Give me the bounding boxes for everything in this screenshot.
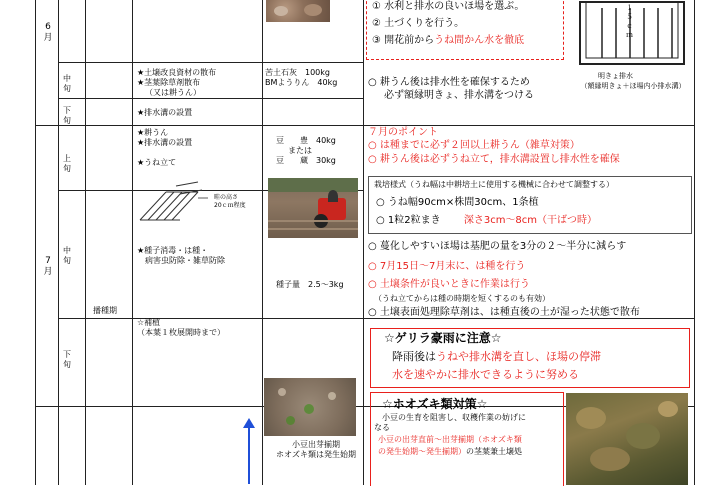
bed-diagram-label bbox=[214, 194, 246, 210]
work-item: ★茎葉除草剤散布 bbox=[137, 78, 201, 87]
month-june: 6 月 bbox=[43, 22, 53, 43]
drain-label-title: 明きょ排水 bbox=[598, 72, 633, 80]
period-june-late: 下 旬 bbox=[63, 106, 75, 125]
july-crops bbox=[276, 136, 336, 166]
note-item: （うね立てからは種の時期を短くするのも有効） bbox=[374, 294, 550, 303]
caption-line: 小豆出芽揃期 bbox=[292, 440, 340, 449]
july-replant bbox=[137, 318, 225, 338]
weed-red-line bbox=[378, 446, 522, 458]
point-item: ○ 耕うん後は必ずうね立て，排水溝設置し排水性を確保 bbox=[368, 154, 620, 165]
note-line: ○ 耕うん後は排水性を確保するため bbox=[368, 77, 530, 88]
work-item: ★種子消毒・は種・ bbox=[137, 246, 209, 255]
june-tips bbox=[372, 0, 524, 47]
bed-label-line: 20ｃｍ程度 bbox=[214, 202, 246, 209]
crop-item: 豆 蔵 30kg bbox=[276, 156, 336, 165]
stage-label: 播種期 bbox=[93, 306, 117, 315]
drain-label-body: （額縁明きょ＋ほ場内小排水溝） bbox=[580, 82, 686, 90]
guerrilla-prefix: 降雨後は bbox=[392, 350, 436, 363]
month-july: 7 月 bbox=[43, 256, 53, 277]
june-drain-work: ★排水溝の設置 bbox=[137, 108, 193, 117]
tip-red: うね間かん水を徹底 bbox=[434, 35, 525, 46]
arrow-up-icon bbox=[243, 418, 255, 485]
grid-col-line bbox=[58, 0, 59, 485]
period-july-mid: 中 旬 bbox=[63, 246, 75, 265]
material-item: BMようりん 40kg bbox=[265, 78, 338, 87]
planting-line bbox=[376, 214, 597, 227]
weed-title: ☆ホオズキ類対策☆ bbox=[382, 397, 488, 411]
july-works bbox=[137, 128, 192, 168]
planting-text: ○ 1粒2粒まき bbox=[376, 215, 441, 226]
june-materials bbox=[265, 68, 337, 88]
plant-photo bbox=[566, 393, 688, 485]
period-july-early: 上 旬 bbox=[63, 154, 75, 173]
guerrilla-title: ☆ゲリラ豪雨に注意☆ bbox=[384, 331, 502, 345]
note-item: ○ 蔓化しやすいほ場は基肥の量を3分の２～半分に減らす bbox=[368, 241, 627, 252]
guerrilla-red: うねや排水溝を直し、ほ場の停滞 bbox=[436, 350, 601, 363]
weed-line: 小豆の生育を阻害し、収穫作業の妨げに bbox=[382, 413, 526, 422]
june-tillage-note bbox=[368, 76, 534, 102]
point-item: ○ は種までに必ず２回以上耕うん（雑草対策） bbox=[368, 140, 580, 151]
grid-col-line bbox=[85, 0, 86, 485]
work-item: ★耕うん bbox=[137, 128, 169, 137]
july-notes bbox=[368, 240, 640, 320]
work-item: ★うね立て bbox=[137, 158, 177, 167]
grid-col-line bbox=[262, 0, 263, 485]
note-item: ○ 7月15日～7月末に、は種を行う bbox=[368, 261, 526, 272]
period-july-late: 下 旬 bbox=[63, 350, 75, 369]
crop-item: または bbox=[288, 146, 312, 155]
note-line: 必ず額縁明きょ、排水溝をつける bbox=[384, 90, 534, 101]
bed-label-line: 畦の高さ bbox=[214, 194, 239, 201]
july-seed-work bbox=[137, 246, 225, 266]
sprout-caption bbox=[268, 440, 364, 460]
crop-item: 豆 豊 40kg bbox=[276, 136, 336, 145]
tip-item: ① 水利と排水の良いほ場を選ぶ。 bbox=[372, 1, 525, 12]
tractor-photo bbox=[268, 178, 358, 238]
tip-item: ② 土づくりを行う。 bbox=[372, 18, 465, 29]
weed-red-line: 小豆の出芽直前～出芽揃期（ホオズキ類 bbox=[378, 435, 522, 444]
grid-col-line bbox=[363, 0, 364, 485]
work-item: ★土壌改良資材の散布 bbox=[137, 68, 217, 77]
grid-row-line bbox=[58, 62, 363, 63]
weed-red bbox=[378, 434, 522, 458]
weed-body bbox=[374, 413, 560, 433]
tip-prefix: ③ 開花前から bbox=[372, 35, 435, 46]
work-item: 病害虫防除・雑草防除 bbox=[145, 256, 225, 265]
soil-photo bbox=[266, 0, 330, 22]
weed-line: なる bbox=[374, 423, 390, 432]
guerrilla-line1 bbox=[392, 349, 601, 365]
guerrilla-line2: 水を速やかに排水できるように努める bbox=[392, 368, 579, 381]
material-item: 苦土石灰 100kg bbox=[265, 68, 330, 77]
work-item: ★排水溝の設置 bbox=[137, 138, 193, 147]
points-title: ７月のポイント bbox=[368, 127, 438, 138]
drain-depth: １５ｃｍ bbox=[626, 4, 633, 39]
work-item: （本葉１枚展開時まで） bbox=[137, 328, 225, 337]
grid-row-line bbox=[58, 98, 363, 99]
work-item: ☆補植 bbox=[137, 318, 161, 327]
period-june-mid: 中 旬 bbox=[63, 74, 75, 93]
grid-col-line bbox=[35, 0, 36, 485]
planting-title: 栽培様式（うね幅は中耕培土に使用する機械に合わせて調整する） bbox=[374, 180, 614, 189]
july-points bbox=[368, 126, 620, 167]
june-works bbox=[137, 68, 216, 98]
weed-tail: の茎葉兼土壌処 bbox=[466, 447, 522, 456]
grid-col-line bbox=[694, 0, 695, 485]
note-item: ○ 土壌条件が良いときに作業は行う bbox=[368, 279, 530, 290]
grid-col-line bbox=[132, 0, 133, 485]
note-item: ○ 土壌表面処理除草剤は、は種直後の土が湿った状態で散布 bbox=[368, 307, 640, 318]
sprout-photo bbox=[264, 378, 356, 436]
tip-item bbox=[372, 34, 524, 47]
caption-line: ホオズキ類は発生始期 bbox=[276, 450, 356, 459]
work-item: （又は耕うん） bbox=[145, 88, 201, 97]
weed-red-text: の発生始期～発生揃期） bbox=[378, 447, 466, 456]
planting-line: ○ うね幅90cm×株間30cm、1条植 bbox=[376, 197, 539, 208]
seed-amount: 種子量 2.5～3kg bbox=[276, 280, 344, 289]
planting-red: 深さ3cm～8cm（干ばつ時） bbox=[463, 215, 598, 226]
